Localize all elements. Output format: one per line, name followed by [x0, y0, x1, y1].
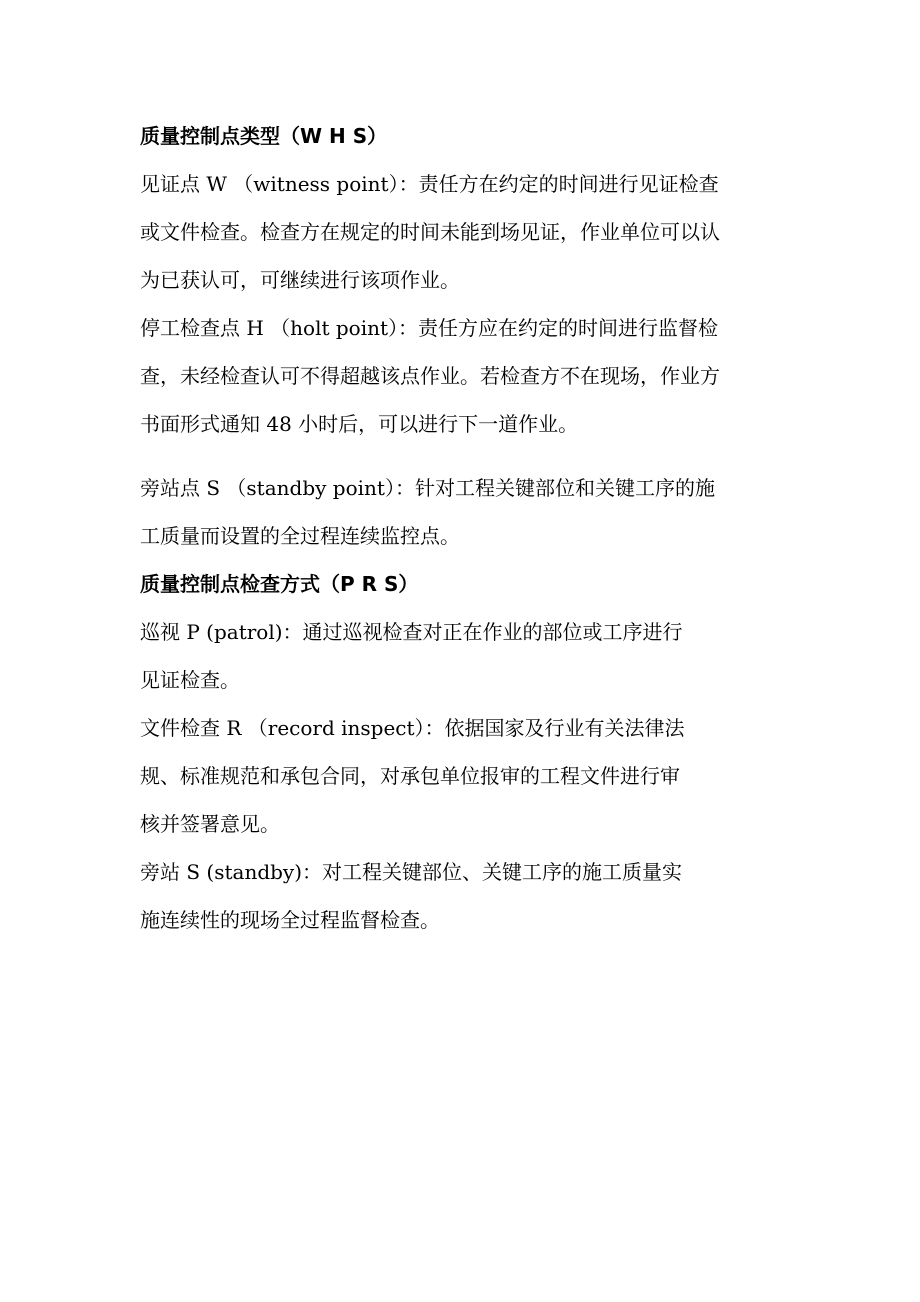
paragraph-line: 规、标准规范和承包合同，对承包单位报审的工程文件进行审: [140, 764, 680, 788]
section-title-prs: 质量控制点检查方式（P R S）: [140, 572, 419, 596]
paragraph-line: 书面形式通知 48 小时后，可以进行下一道作业。: [140, 412, 579, 436]
paragraph-line: 为已获认可，可继续进行该项作业。: [140, 268, 460, 292]
paragraph-standby: [140, 848, 790, 944]
paragraph-spacer: [140, 448, 790, 464]
section-title-whs: 质量控制点类型（W H S）: [140, 124, 388, 148]
paragraph-hold-point: [140, 304, 790, 448]
paragraph-witness-point: [140, 160, 790, 304]
paragraph-line: 停工检查点 H （holt point）：责任方应在约定的时间进行监督检: [140, 316, 719, 340]
paragraph-patrol: [140, 608, 790, 704]
paragraph-line: 查，未经检查认可不得超越该点作业。若检查方不在现场，作业方: [140, 364, 720, 388]
paragraph-line: 文件检查 R （record inspect）：依据国家及行业有关法律法: [140, 716, 685, 740]
document-page: [140, 112, 790, 944]
paragraph-line: 或文件检查。检查方在规定的时间未能到场见证，作业单位可以认: [140, 220, 720, 244]
paragraph-record-inspect: [140, 704, 790, 848]
paragraph-line: 见证检查。: [140, 668, 240, 692]
paragraph-line: 见证点 W （witness point）：责任方在约定的时间进行见证检查: [140, 172, 719, 196]
paragraph-line: 工质量而设置的全过程连续监控点。: [140, 524, 460, 548]
paragraph-line: 巡视 P (patrol)：通过巡视检查对正在作业的部位或工序进行: [140, 620, 683, 644]
paragraph-line: 旁站点 S （standby point）：针对工程关键部位和关键工序的施: [140, 476, 715, 500]
paragraph-line: 核并签署意见。: [140, 812, 280, 836]
paragraph-line: 施连续性的现场全过程监督检查。: [140, 908, 440, 932]
paragraph-standby-point: [140, 464, 790, 560]
paragraph-line: 旁站 S (standby)：对工程关键部位、关键工序的施工质量实: [140, 860, 683, 884]
